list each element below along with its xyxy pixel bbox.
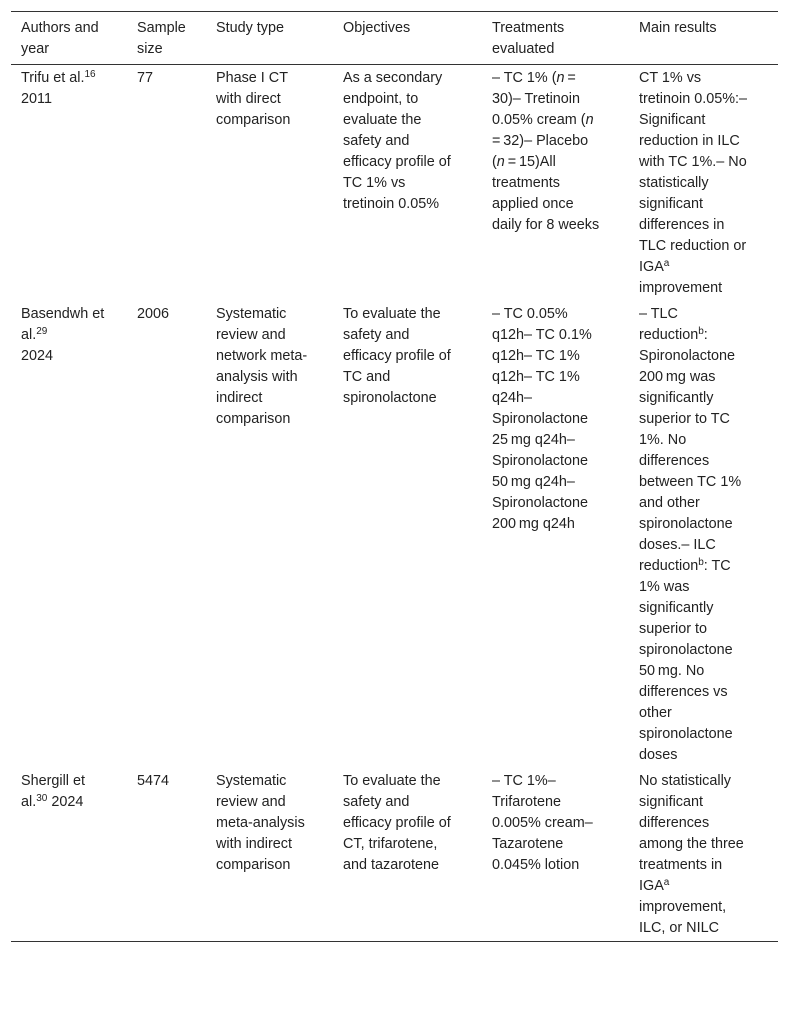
table-row bbox=[11, 301, 778, 768]
cell-treatments: – TC 1%– Trifarotene 0.005% cream– Tazarotene 0.045% lotion bbox=[492, 773, 593, 873]
study-comparison-table bbox=[11, 11, 778, 942]
header-study-type: Study type bbox=[216, 20, 284, 36]
cell-study-type: Systematic review and meta-analysis with indirect comparison bbox=[216, 773, 305, 873]
cell-main-results: CT 1% vs tretinoin 0.05%:– Significant reduction in ILC with TC 1%.– No statistically significant differences in TLC reduction or IGA$^a$ improvement bbox=[639, 70, 748, 296]
header-sample-size: Sample size bbox=[137, 20, 186, 57]
reference-number: 16 bbox=[84, 69, 96, 80]
publication-year: 2024 bbox=[21, 348, 54, 364]
header-authors-year: Authors and year bbox=[21, 20, 99, 57]
author-name: Basendwh et al. bbox=[21, 306, 105, 343]
cell-study-type: Systematic review and network meta-analysis with indirect comparison bbox=[216, 306, 308, 427]
footnote-marker: b bbox=[698, 326, 704, 337]
cell-treatments: – TC 1% (n = 30)– Tretinoin 0.05% cream (n = 32)– Placebo (n = 15)All treatments applied once daily for 8 weeks bbox=[492, 70, 600, 233]
table-row bbox=[11, 65, 778, 302]
publication-year: 2024 bbox=[47, 794, 84, 810]
cell-sample-size: 5474 bbox=[137, 773, 170, 789]
header-objectives: Objectives bbox=[343, 20, 411, 36]
cell-author bbox=[11, 301, 127, 768]
cell-author bbox=[11, 65, 127, 302]
author-name: Trifu et al. bbox=[21, 70, 85, 86]
cell-main-results: No statistically significant differences among the three treatments in IGA$^a$ improvement, ILC, or NILC bbox=[639, 773, 744, 936]
table-row bbox=[11, 768, 778, 942]
footnote-marker: a bbox=[663, 258, 670, 269]
cell-main-results: – TLC reduction$^b$: Spironolactone 200 mg was significantly superior to TC 1%. No differences between TC 1% and other spironolactone doses.– ILC reduction$^b$: TC 1% was significantly superior to spironolactone 50 mg. No differences vs other spironolactone doses bbox=[639, 306, 742, 763]
cell-study-type: Phase I CT with direct comparison bbox=[216, 70, 291, 128]
cell-objectives: To evaluate the safety and efficacy profile of TC and spironolactone bbox=[343, 306, 451, 406]
cell-objectives: As a secondary endpoint, to evaluate the safety and efficacy profile of TC 1% vs tretinoin 0.05% bbox=[343, 70, 451, 212]
footnote-marker: b bbox=[698, 557, 704, 568]
header-main-results: Main results bbox=[639, 20, 717, 36]
cell-sample-size: 77 bbox=[137, 70, 154, 86]
cell-sample-size: 2006 bbox=[137, 306, 170, 322]
cell-objectives: To evaluate the safety and efficacy profile of CT, trifarotene, and tazarotene bbox=[343, 773, 451, 873]
study-comparison-table-container bbox=[11, 11, 778, 942]
reference-number: 29 bbox=[36, 326, 48, 337]
cell-author bbox=[11, 768, 127, 942]
cell-treatments: – TC 0.05% q12h– TC 0.1% q12h– TC 1% q12h– TC 1% q24h– Spironolactone 25 mg q24h– Spironolactone 50 mg q24h– Spironolactone 200 mg q24h bbox=[492, 306, 592, 532]
publication-year: 2011 bbox=[21, 91, 52, 107]
author-name: Shergill et al. bbox=[21, 773, 85, 810]
reference-number: 30 bbox=[36, 793, 48, 804]
header-treatments: Treatments evaluated bbox=[492, 20, 565, 57]
table-header-row bbox=[11, 12, 778, 65]
footnote-marker: a bbox=[663, 877, 670, 888]
